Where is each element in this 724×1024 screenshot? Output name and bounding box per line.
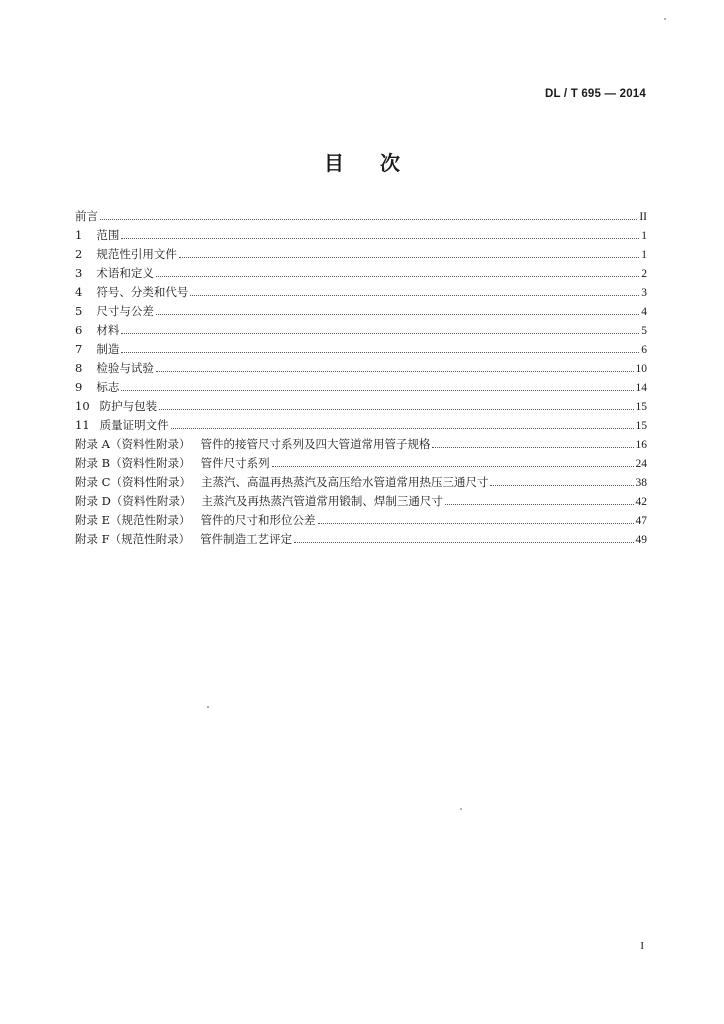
toc-leader-dots — [121, 352, 639, 353]
toc-entry-number: 3 — [75, 266, 83, 280]
toc-entry-title: 管件尺寸系列 — [200, 456, 270, 470]
toc-entry[interactable] — [75, 378, 647, 397]
toc-entry-page: 15 — [635, 420, 647, 432]
toc-entry-page: 15 — [635, 401, 647, 413]
toc-entry[interactable] — [75, 245, 647, 264]
toc-entry[interactable] — [75, 530, 647, 549]
toc-entry-page: 42 — [635, 496, 647, 508]
toc-entry-title: 术语和定义 — [96, 266, 154, 280]
toc-entry-title: 标志 — [96, 380, 120, 394]
toc-leader-dots — [272, 466, 634, 467]
toc-entry[interactable] — [75, 397, 647, 416]
toc-entry-title: 规范性引用文件 — [96, 247, 177, 261]
scan-speck — [460, 808, 462, 810]
toc-entry-title: 检验与试验 — [96, 361, 154, 375]
toc-entry-title: 主蒸汽及再热蒸汽管道常用锻制、焊制三通尺寸 — [201, 494, 443, 508]
toc-leader-dots — [156, 371, 634, 372]
toc-entry-title: 材料 — [96, 323, 120, 337]
toc-entry-page: 16 — [635, 439, 647, 451]
toc-entry[interactable] — [75, 454, 647, 473]
toc-entry-number: 附录 A（资料性附录） — [75, 437, 191, 451]
toc-entry-number: 9 — [75, 380, 83, 394]
toc-leader-dots — [121, 333, 639, 334]
toc-entry-page: 24 — [635, 458, 647, 470]
toc-entry[interactable] — [75, 283, 647, 302]
toc-entry-page: 3 — [641, 287, 647, 299]
toc-leader-dots — [294, 542, 633, 543]
toc-entry-page: 10 — [635, 363, 647, 375]
scan-speck — [207, 706, 209, 708]
toc-leader-dots — [156, 314, 639, 315]
toc-leader-dots — [318, 523, 634, 524]
toc-entry-page: 49 — [635, 534, 647, 546]
toc-entry-number: 1 — [75, 228, 83, 242]
toc-leader-dots — [179, 257, 639, 258]
toc-entry[interactable] — [75, 492, 647, 511]
toc-entry[interactable] — [75, 340, 647, 359]
document-code: DL / T 695 — 2014 — [545, 88, 646, 100]
toc-leader-dots — [100, 219, 637, 220]
toc-entry-title: 防护与包装 — [99, 399, 158, 413]
toc-entry-page: 6 — [641, 344, 647, 356]
toc-entry-number: 2 — [75, 247, 83, 261]
toc-entry-title: 符号、分类和代号 — [96, 285, 189, 299]
toc-entry-page: 1 — [641, 230, 647, 242]
toc-leader-dots — [445, 504, 634, 505]
toc-entry-number: 8 — [75, 361, 83, 375]
toc-entry[interactable] — [75, 321, 647, 340]
toc-entry-number: 6 — [75, 323, 83, 337]
toc-entry-title: 范围 — [96, 228, 120, 242]
toc-entry-page: 5 — [641, 325, 647, 337]
toc-entry-number: 附录 E（规范性附录） — [75, 513, 191, 527]
toc-entry[interactable] — [75, 264, 647, 283]
toc-entry[interactable] — [75, 435, 647, 454]
table-of-contents — [75, 207, 647, 549]
toc-entry-title: 管件的接管尺寸系列及四大管道常用管子规格 — [200, 437, 431, 451]
toc-entry-number: 附录 C（资料性附录） — [75, 475, 191, 489]
toc-entry-page: 47 — [635, 515, 647, 527]
toc-entry-number: 5 — [75, 304, 83, 318]
toc-entry-number: 附录 B（资料性附录） — [75, 456, 191, 470]
toc-entry-title: 管件制造工艺评定 — [200, 532, 293, 546]
toc-leader-dots — [121, 238, 639, 239]
toc-entry-page: 38 — [635, 477, 647, 489]
toc-leader-dots — [159, 409, 633, 410]
toc-entry-page: 4 — [641, 306, 647, 318]
toc-entry-page: 1 — [641, 249, 647, 261]
toc-entry-number: 11 — [75, 418, 90, 432]
toc-leader-dots — [432, 447, 633, 448]
page-title: 目次 — [324, 151, 436, 175]
toc-entry-number: 10 — [75, 399, 90, 413]
toc-entry-title: 质量证明文件 — [99, 418, 169, 432]
toc-entry-page: 2 — [641, 268, 647, 280]
toc-entry[interactable] — [75, 302, 647, 321]
toc-entry-number: 附录 F（规范性附录） — [75, 532, 191, 546]
toc-entry-number: 7 — [75, 342, 83, 356]
toc-entry-page: II — [639, 211, 647, 223]
toc-entry-title: 制造 — [96, 342, 120, 356]
toc-entry-page: 14 — [635, 382, 647, 394]
scan-speck — [664, 18, 666, 20]
toc-leader-dots — [121, 390, 633, 391]
toc-entry[interactable] — [75, 416, 647, 435]
toc-entry-number: 附录 D（资料性附录） — [75, 494, 192, 508]
toc-entry[interactable] — [75, 359, 647, 378]
toc-leader-dots — [490, 485, 633, 486]
toc-entry-title: 管件的尺寸和形位公差 — [200, 513, 316, 527]
toc-entry[interactable] — [75, 207, 647, 226]
toc-entry-title: 前言 — [75, 209, 98, 223]
toc-entry-title: 尺寸与公差 — [96, 304, 154, 318]
toc-entry[interactable] — [75, 473, 647, 492]
toc-leader-dots — [156, 276, 639, 277]
toc-leader-dots — [190, 295, 639, 296]
toc-entry[interactable] — [75, 511, 647, 530]
toc-leader-dots — [171, 428, 634, 429]
toc-entry-number: 4 — [75, 285, 83, 299]
toc-entry[interactable] — [75, 226, 647, 245]
toc-entry-title: 主蒸汽、高温再热蒸汽及高压给水管道常用热压三通尺寸 — [200, 475, 489, 489]
page-number: I — [640, 940, 644, 952]
